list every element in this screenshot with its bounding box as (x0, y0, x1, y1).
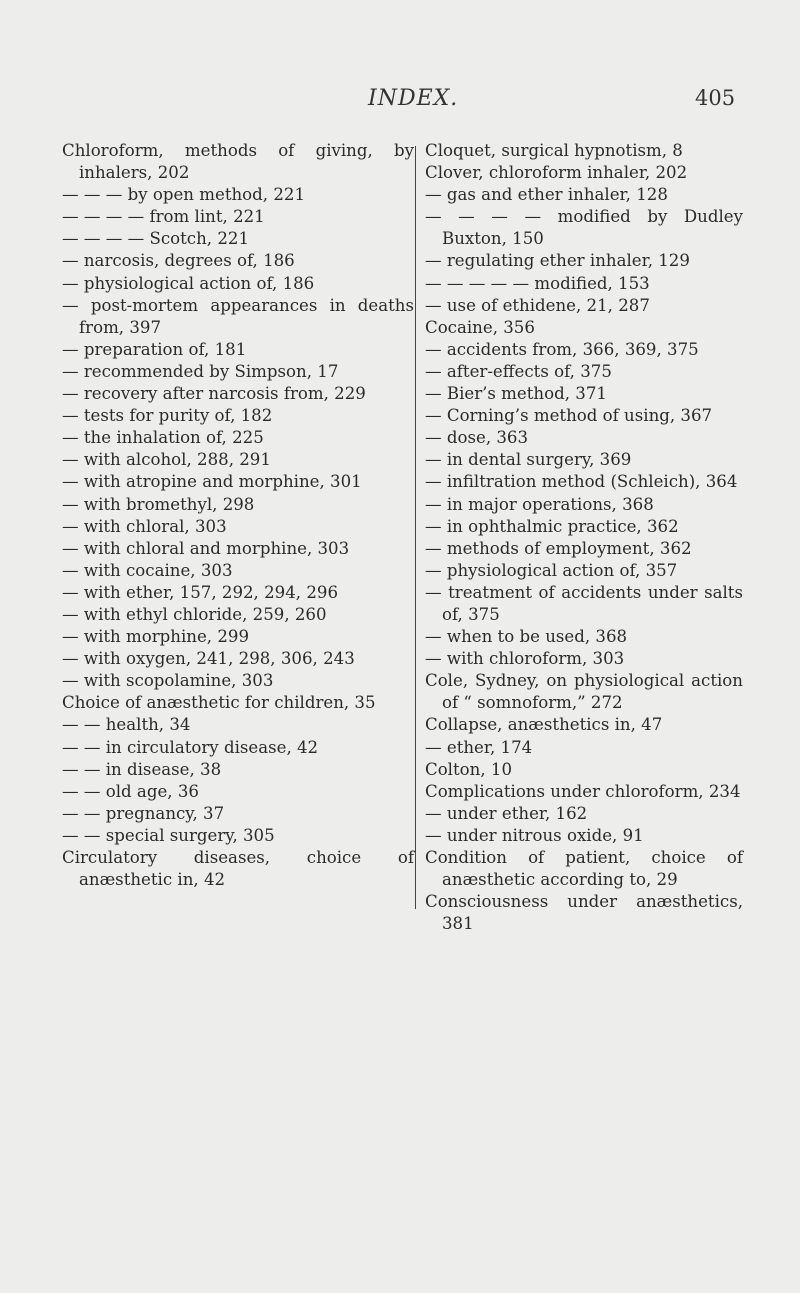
index-entry: Colton, 10 (425, 759, 513, 779)
running-title: INDEX. (368, 86, 459, 111)
index-entry: — Corning’s method of using, 367 (425, 406, 713, 426)
index-entry: — treatment of accidents under salts of, 375 (425, 582, 743, 624)
index-entry: — tests for purity of, 182 (62, 406, 273, 426)
index-entry: — under ether, 162 (425, 803, 588, 823)
index-entry: — in major operations, 368 (425, 494, 654, 514)
index-entry: — — health, 34 (62, 715, 191, 735)
index-entry: Choice of anæsthetic for children, 35 (62, 693, 376, 713)
index-entry: — the inhalation of, 225 (62, 428, 264, 448)
index-entry: — under nitrous oxide, 91 (425, 825, 644, 845)
index-entry: — with chloral and morphine, 303 (62, 538, 350, 558)
index-entry: Chloroform, methods of giving, by inhalers, 202 (62, 141, 414, 183)
index-entry: — — in disease, 38 (62, 759, 222, 779)
left-column (62, 140, 414, 891)
page-number: 405 (695, 86, 736, 110)
index-entry: — — old age, 36 (62, 781, 199, 801)
index-entry: — with bromethyl, 298 (62, 494, 255, 514)
index-entry: — with chloroform, 303 (425, 649, 625, 669)
index-entry: Cloquet, surgical hypnotism, 8 (425, 141, 683, 160)
right-column (425, 140, 743, 935)
index-entry: — with scopolamine, 303 (62, 671, 274, 691)
index-entry: — — — — Scotch, 221 (62, 229, 249, 249)
index-entry: Circulatory diseases, choice of anæsthetic in, 42 (62, 848, 414, 890)
index-entry: — accidents from, 366, 369, 375 (425, 339, 699, 359)
index-entry: — with ether, 157, 292, 294, 296 (62, 582, 339, 602)
index-entry: — — — — from lint, 221 (62, 207, 265, 227)
index-entry: Cocaine, 356 (425, 317, 535, 337)
index-entry: — recommended by Simpson, 17 (62, 361, 339, 381)
index-entry: — regulating ether inhaler, 129 (425, 251, 690, 271)
index-entry: — after-effects of, 375 (425, 361, 612, 381)
index-entry: — with morphine, 299 (62, 627, 250, 647)
index-entry: — use of ethidene, 21, 287 (425, 295, 650, 315)
running-head (0, 86, 800, 116)
index-entry: Cole, Sydney, on physiological action of “ somnoform,” 272 (425, 671, 743, 713)
index-entry: — — in circulatory disease, 42 (62, 737, 319, 757)
index-entry: — preparation of, 181 (62, 339, 247, 359)
index-entry: — in ophthalmic practice, 362 (425, 516, 679, 536)
index-entry: — with oxygen, 241, 298, 306, 243 (62, 649, 355, 669)
index-entry: — recovery after narcosis from, 229 (62, 384, 366, 404)
index-entry: — with alcohol, 288, 291 (62, 450, 271, 470)
index-entry: — when to be used, 368 (425, 627, 628, 647)
index-entry: Complications under chloroform, 234 (425, 781, 741, 801)
index-entry: — physiological action of, 186 (62, 273, 315, 293)
index-entry: — with cocaine, 303 (62, 560, 233, 580)
index-entry: — dose, 363 (425, 428, 529, 448)
index-entry: — — — by open method, 221 (62, 185, 306, 205)
index-entry: — post-mortem appearances in deaths from, 397 (62, 295, 414, 337)
index-entry: Condition of patient, choice of anæsthetic according to, 29 (425, 848, 743, 890)
index-entry: Consciousness under anæsthetics, 381 (425, 892, 743, 934)
index-entry: Clover, chloroform inhaler, 202 (425, 163, 688, 183)
index-entry: — — special surgery, 305 (62, 825, 275, 845)
index-entry: — infiltration method (Schleich), 364 (425, 472, 738, 492)
index-entry: — narcosis, degrees of, 186 (62, 251, 295, 271)
index-entry: Collapse, anæsthetics in, 47 (425, 715, 663, 735)
index-entry: — in dental surgery, 369 (425, 450, 632, 470)
index-entry: — Bier’s method, 371 (425, 384, 607, 404)
index-entry: — — — — — modified, 153 (425, 273, 650, 293)
index-entry: — with chloral, 303 (62, 516, 227, 536)
index-entry: — ether, 174 (425, 737, 533, 757)
column-divider (415, 146, 416, 909)
index-entry: — gas and ether inhaler, 128 (425, 185, 668, 205)
index-entry: — physiological action of, 357 (425, 560, 678, 580)
index-entry: — — — — modified by Dudley Buxton, 150 (425, 207, 743, 249)
index-entry: — with atropine and morphine, 301 (62, 472, 362, 492)
index-entry: — — pregnancy, 37 (62, 803, 225, 823)
index-entry: — with ethyl chloride, 259, 260 (62, 604, 327, 624)
index-entry: — methods of employment, 362 (425, 538, 692, 558)
